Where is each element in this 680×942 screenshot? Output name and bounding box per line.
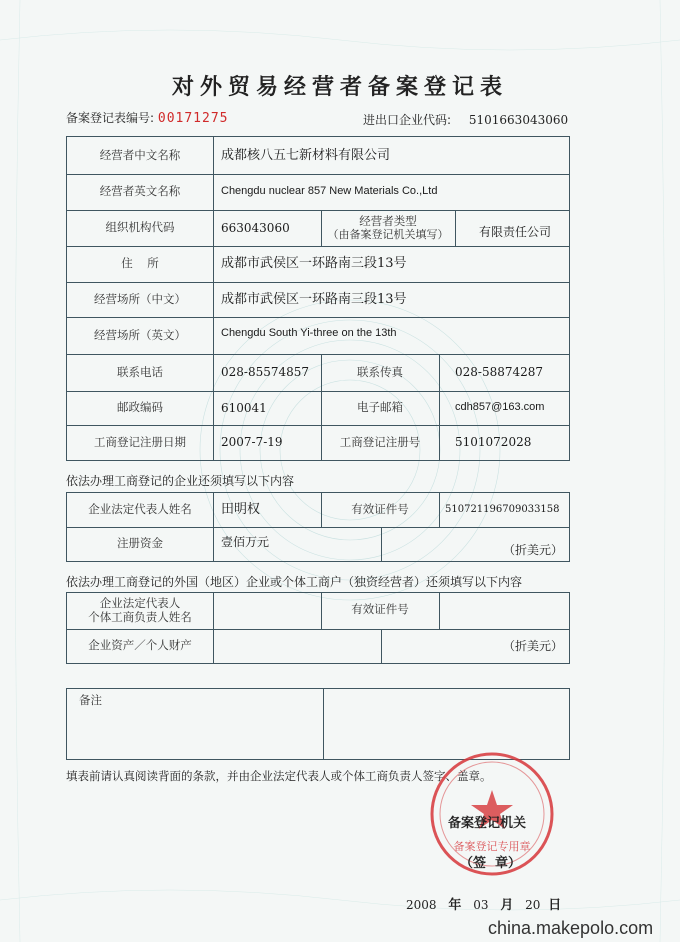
date-month: 03: [473, 898, 489, 912]
date-day: 20: [525, 898, 541, 912]
ie-code-value: 5101663043060: [468, 113, 569, 127]
postcode-value: 610041: [221, 400, 267, 415]
english-name-value: Chengdu nuclear 857 New Materials Co.,Ltd: [221, 185, 438, 198]
biz-place-en-value: Chengdu South Yi-three on the 13th: [221, 327, 397, 339]
reg-date-label: 工商登记注册日期: [94, 434, 186, 449]
org-code-value: 663043060: [221, 220, 290, 235]
reg-no-value: 00171275: [157, 111, 229, 126]
biz-place-en-label: 经营场所（英文）: [94, 327, 186, 342]
date-day-label: 日: [548, 898, 562, 913]
residence-value: 成都市武侯区一环路南三段13号: [221, 256, 407, 272]
foreign-id-value: [439, 593, 569, 629]
seal-label: （签 章）: [460, 856, 522, 871]
date-year: 2008: [406, 898, 437, 912]
seal-text: 备案登记专用章: [453, 840, 531, 853]
residence-label: 住 所: [121, 256, 159, 271]
registered-capital-label: 注册资金: [117, 536, 163, 551]
operator-type-label-line1: 经营者类型: [359, 213, 417, 228]
section2-heading: 依法办理工商登记的企业还须填写以下内容: [66, 474, 295, 488]
reg-number-label: 工商登记注册号: [339, 434, 421, 449]
site-watermark: china.makepolo.com: [488, 918, 654, 938]
section3-heading: 依法办理工商登记的外国（地区）企业或个体工商户（独资经营者）还须填写以下内容: [66, 575, 523, 589]
legal-rep-label: 企业法定代表人姓名: [88, 502, 192, 517]
assets-value: [213, 629, 381, 663]
assets-label: 企业资产／个人财产: [88, 638, 192, 653]
operator-info-table: [66, 136, 570, 461]
english-name-label: 经营者英文名称: [99, 184, 181, 199]
id-number-value: 510721196709033158: [445, 504, 560, 515]
signing-date: [406, 894, 561, 913]
legal-rep-value: 田明权: [221, 502, 261, 518]
postcode-label: 邮政编码: [117, 400, 163, 415]
reg-number-value: 5101072028: [455, 435, 532, 450]
registration-authority: 备案登记机关: [448, 816, 527, 831]
date-month-label: 月: [500, 898, 514, 913]
foreign-rep-value: [213, 593, 321, 629]
chinese-name-label: 经营者中文名称: [99, 147, 181, 162]
capital-usd-unit: （折美元）: [502, 542, 563, 557]
id-number-label: 有效证件号: [351, 502, 409, 517]
operator-type-label: [321, 210, 455, 246]
fax-label: 联系传真: [357, 364, 403, 379]
foreign-id-label: 有效证件号: [351, 602, 409, 616]
chinese-name-value: 成都核八五七新材料有限公司: [221, 147, 391, 163]
assets-usd-unit: （折美元）: [502, 638, 563, 653]
foreign-rep-label-line2: 个体工商负责人姓名: [88, 610, 192, 624]
remarks-label: 备注: [79, 693, 102, 708]
operator-type-value: 有限责任公司: [479, 224, 552, 239]
biz-place-cn-label: 经营场所（中文）: [94, 291, 186, 306]
operator-type-label-line2: （由备案登记机关填写）: [327, 228, 449, 242]
reg-no-label: 备案登记表编号:: [66, 111, 155, 125]
document-title: 对外贸易经营者备案登记表: [171, 75, 508, 100]
registered-enterprise-table: [66, 492, 570, 562]
email-label: 电子邮箱: [357, 400, 403, 415]
reg-date-value: 2007-7-19: [221, 435, 283, 450]
phone-label: 联系电话: [117, 364, 163, 379]
email-value: cdh857@163.com: [455, 401, 545, 414]
foreign-rep-label-line1: 企业法定代表人: [99, 596, 181, 611]
date-year-label: 年: [448, 898, 462, 913]
foreign-enterprise-table: [66, 592, 570, 664]
biz-place-cn-value: 成都市武侯区一环路南三段13号: [221, 291, 407, 307]
foreign-rep-label: [67, 593, 213, 629]
fax-value: 028-58874287: [455, 365, 544, 380]
org-code-label: 组织机构代码: [105, 220, 175, 235]
ie-code-label: 进出口企业代码:: [363, 113, 452, 127]
reg-no-row: [66, 109, 229, 126]
phone-value: 028-85574857: [221, 365, 310, 380]
ie-code-row: [363, 111, 568, 128]
registered-capital-value: 壹佰万元: [221, 535, 270, 549]
footer-notice: 填表前请认真阅读背面的条款，并由企业法定代表人或个体工商负责人签字、盖章。: [66, 769, 492, 783]
